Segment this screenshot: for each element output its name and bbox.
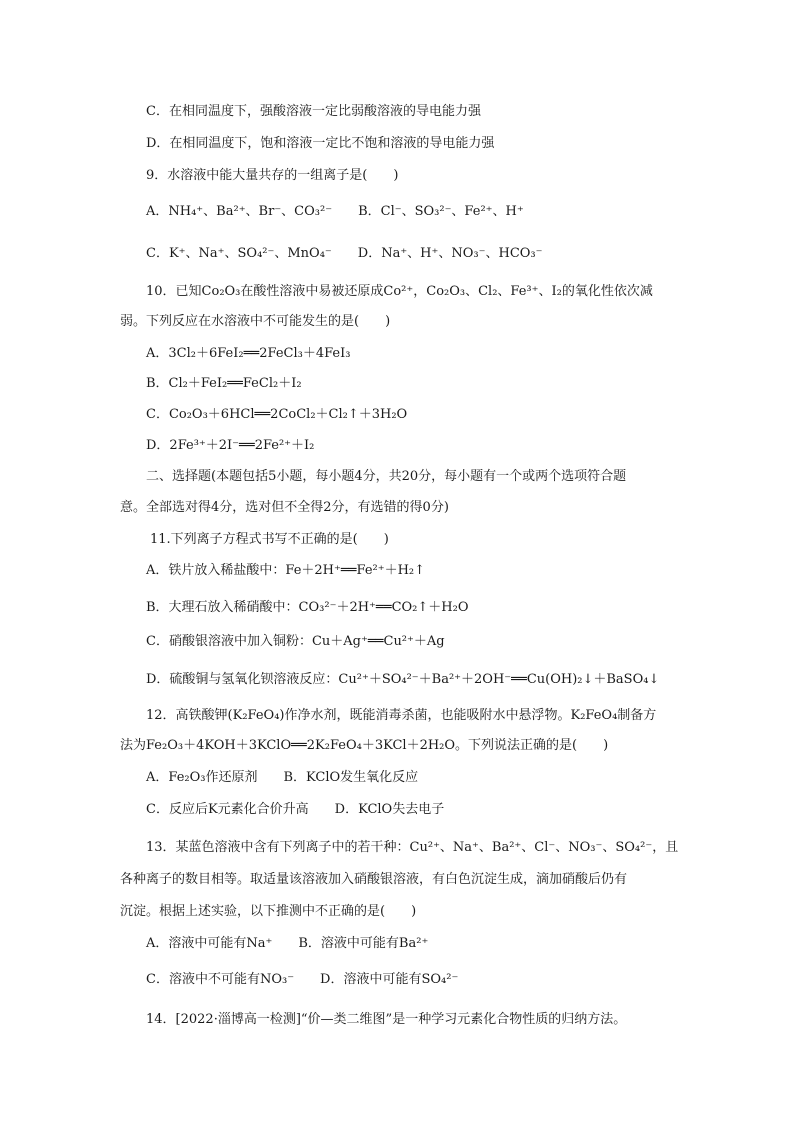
q11-option-c: C．硝酸银溶液中加入铜粉：Cu＋Ag⁺══Cu²⁺＋Ag [146,634,445,649]
q8-option-c: C．在相同温度下，强酸溶液一定比弱酸溶液的导电能力强 [146,104,481,119]
q14-stem-line1: 14．[2022·淄博高一检测]“价—类二维图”是一种学习元素化合物性质的归纳方法。 [146,1012,627,1027]
q10-stem-line1: 10．已知Co₂O₃在酸性溶液中易被还原成Co²⁺，Co₂O₃、Cl₂、Fe³⁺、I₂的氧化性依次减 [146,284,653,299]
q12-options-cd: C．反应后K元素化合价升高 D．KClO失去电子 [146,802,445,817]
q9-stem: 9．水溶液中能大量共存的一组离子是( ) [146,168,399,183]
q8-option-d: D．在相同温度下，饱和溶液一定比不饱和溶液的导电能力强 [146,136,495,151]
q11-option-b: B．大理石放入稀硝酸中：CO₃²⁻＋2H⁺══CO₂↑＋H₂O [146,600,469,615]
q13-stem-line1: 13．某蓝色溶液中含有下列离子中的若干种：Cu²⁺、Na⁺、Ba²⁺、Cl⁻、NO₃⁻、SO₄²⁻，且 [146,840,679,855]
q13-stem-line2: 各种离子的数目相等。取适量该溶液加入硝酸银溶液，有白色沉淀生成，滴加硝酸后仍有 [120,872,628,887]
q13-options-ab: A．溶液中可能有Na⁺ B．溶液中可能有Ba²⁺ [146,936,429,951]
section2-heading-line2: 意。全部选对得4分，选对但不全得2分，有选错的得0分) [120,500,449,515]
q9-options-ab: A．NH₄⁺、Ba²⁺、Br⁻、CO₃²⁻ B．Cl⁻、SO₃²⁻、Fe²⁺、H⁺ [146,204,524,219]
q10-option-a: A．3Cl₂＋6FeI₂══2FeCl₃＋4FeI₃ [146,346,351,361]
q12-stem-line1: 12．高铁酸钾(K₂FeO₄)作净水剂，既能消毒杀菌，也能吸附水中悬浮物。K₂FeO₄制备方 [146,708,657,723]
q11-option-a: A．铁片放入稀盐酸中：Fe＋2H⁺══Fe²⁺＋H₂↑ [146,563,426,578]
q13-stem-line3: 沉淀。根据上述实验，以下推测中不正确的是( ) [120,904,417,919]
q13-options-cd: C．溶液中不可能有NO₃⁻ D．溶液中可能有SO₄²⁻ [146,972,459,987]
q11-option-d: D．硫酸铜与氢氧化钡溶液反应：Cu²⁺＋SO₄²⁻＋Ba²⁺＋2OH⁻══Cu(OH)₂↓＋BaSO₄↓ [146,672,660,687]
q9-options-cd: C．K⁺、Na⁺、SO₄²⁻、MnO₄⁻ D．Na⁺、H⁺、NO₃⁻、HCO₃⁻ [146,246,543,261]
q11-stem: 11.下列离子方程式书写不正确的是( ) [150,532,389,547]
q10-stem-line2: 弱。下列反应在水溶液中不可能发生的是( ) [120,314,391,329]
q10-option-c: C．Co₂O₃＋6HCl══2CoCl₂＋Cl₂↑＋3H₂O [146,407,408,422]
q10-option-d: D．2Fe³⁺＋2I⁻══2Fe²⁺＋I₂ [146,438,315,453]
q12-options-ab: A．Fe₂O₃作还原剂 B．KClO发生氧化反应 [146,770,419,785]
section2-heading-line1: 二、选择题(本题包括5小题，每小题4分，共20分，每小题有一个或两个选项符合题 [146,469,627,484]
q12-stem-line2: 法为Fe₂O₃＋4KOH＋3KClO══2K₂FeO₄＋3KCl＋2H₂O。下列说法正确的是( ) [120,738,609,753]
q10-option-b: B．Cl₂＋FeI₂══FeCl₂＋I₂ [146,376,302,391]
